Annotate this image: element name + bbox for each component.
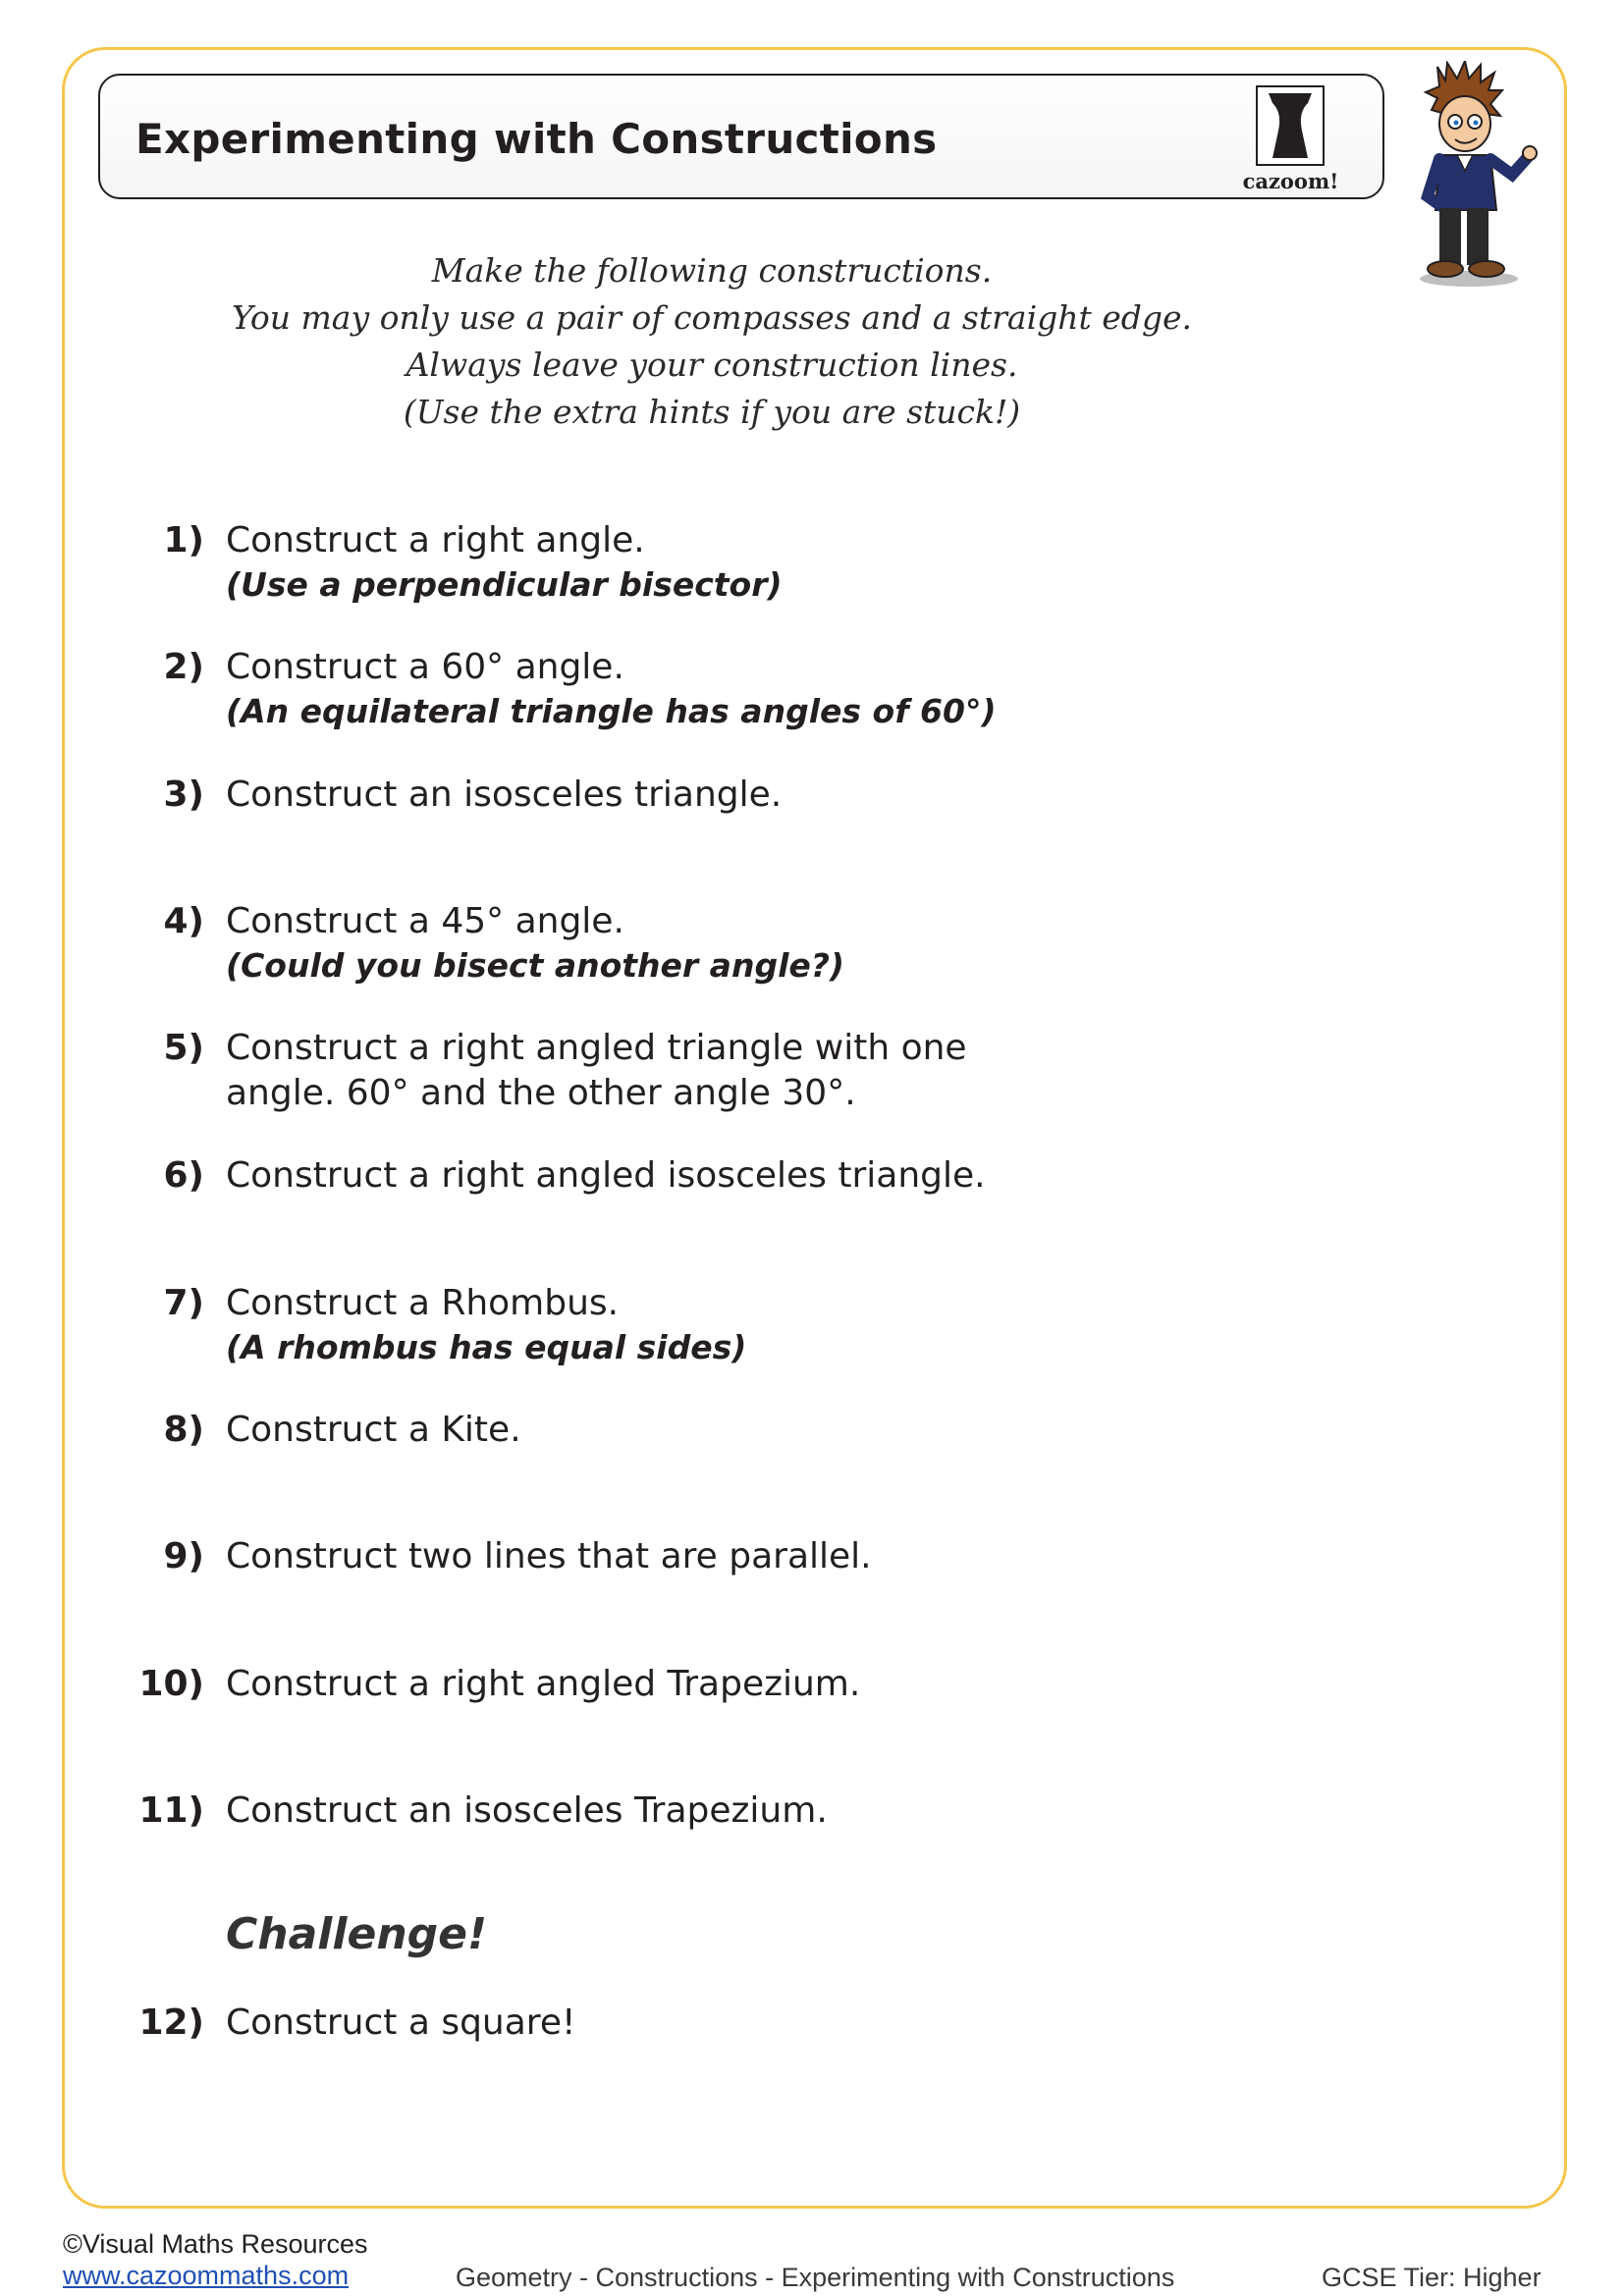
question-number: 6) [163,1155,204,1196]
instruction-line: You may only use a pair of compasses and a straight edge. [231,298,1193,337]
question-text: Construct a 45° angle. [226,901,624,941]
instruction-line: Make the following constructions. [431,251,993,290]
question-text: Construct a square! [226,2002,576,2043]
question-text: Construct a right angled isosceles triangle. [226,1155,986,1196]
question-number: 4) [163,901,204,941]
question-text: Construct an isosceles Trapezium. [226,1790,828,1831]
logo-mark-icon [1229,83,1352,166]
instructions [177,247,1247,436]
question-number: 1) [163,520,204,561]
question-text: Construct a 60° angle. [226,647,624,687]
challenge-heading: Challenge! [226,1909,488,1959]
question-text: Construct a Rhombus. [226,1283,620,1323]
question-text: Construct a right angled triangle with one [226,1028,967,1068]
question-number: 3) [163,774,204,815]
question-number: 12) [138,2002,204,2043]
question-number: 9) [163,1536,204,1576]
footer-credits [63,2228,368,2291]
question-hint: (Could you bisect another angle?) [226,946,844,985]
website-link[interactable]: www.cazoommaths.com [63,2261,350,2290]
question-number: 2) [163,647,204,687]
instruction-line: (Use the extra hints if you are stuck!) [403,393,1021,431]
title-banner [98,74,1384,199]
copyright-text: ©Visual Maths Resources [63,2229,368,2259]
question-text: Construct a right angle. [226,520,645,561]
question-hint: (Use a perpendicular bisector) [226,565,783,604]
page-title: Experimenting with Constructions [135,115,938,163]
footer-topic: Geometry - Constructions - Experimenting with Constructions [456,2263,1175,2292]
question-text-continued: angle. 60° and the other angle 30°. [226,1073,856,1113]
instruction-line: Always leave your construction lines. [406,346,1018,384]
question-number: 8) [163,1410,204,1450]
question-text: Construct two lines that are parallel. [226,1536,872,1576]
question-number: 7) [163,1283,204,1323]
question-number: 5) [163,1028,204,1068]
cazoom-logo [1229,83,1352,193]
question-hint: (A rhombus has equal sides) [226,1328,747,1366]
question-text: Construct a Kite. [226,1410,521,1450]
footer-tier: GCSE Tier: Higher [1322,2263,1542,2292]
logo-text: cazoom! [1242,169,1339,193]
question-text: Construct a right angled Trapezium. [226,1664,861,1704]
question-text: Construct an isosceles triangle. [226,774,783,815]
question-number: 10) [138,1664,204,1704]
mascot-character-icon [1402,61,1549,289]
question-number: 11) [138,1790,204,1831]
question-hint: (An equilateral triangle has angles of 60°) [226,692,997,730]
